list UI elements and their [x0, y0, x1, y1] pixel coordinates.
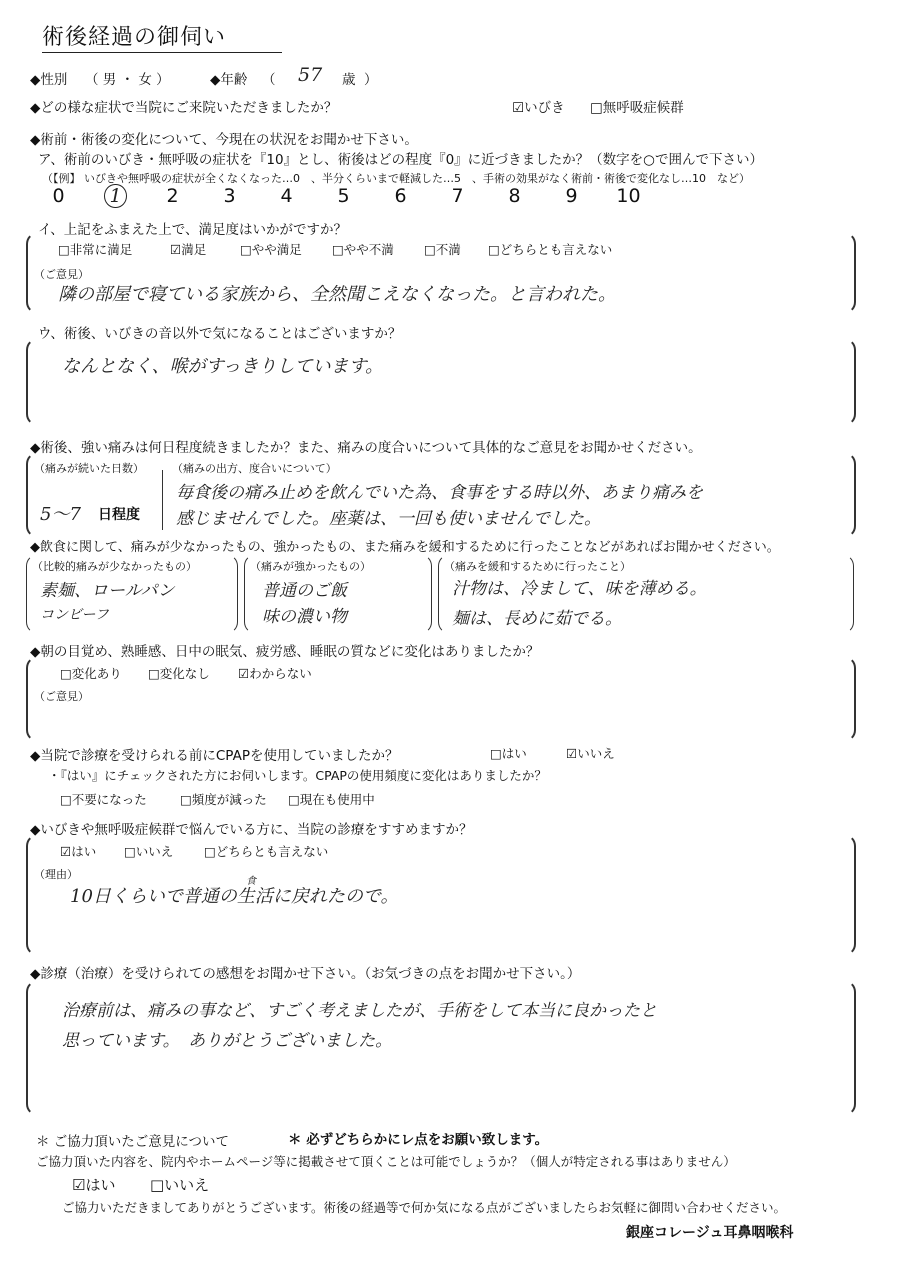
page-title: 術後経過の御伺い [42, 25, 227, 50]
q4-col3-label: （痛みを緩和するために行ったこと） [444, 560, 631, 573]
q7-text: ◆いびきや無呼吸症候群で悩んでいる方に、当院の診療をすすめますか？ [30, 822, 473, 838]
q7-option-no[interactable]: □いいえ [124, 844, 174, 859]
q4-text: ◆飲食に関して、痛みが少なかったもの、強かったもの、また痛みを緩和するために行ったことなどがあればお聞かせください。 [30, 540, 780, 555]
q1-option-snoring[interactable]: ☑いびき [512, 100, 565, 116]
footer-note-left: ＊ ご協力頂いたご意見について [36, 1134, 230, 1150]
age-label: ◆年齢 [210, 72, 248, 88]
footer-note-right: ＊ 必ずどちらかにレ点をお願い致します。 [288, 1132, 549, 1148]
age-unit: 歳 [342, 72, 356, 88]
q7-option-yes[interactable]: ☑はい [60, 844, 97, 859]
q1-option-apnea[interactable]: □無呼吸症候群 [590, 100, 684, 116]
satisfaction-option-neither[interactable]: □どちらとも言えない [488, 242, 613, 257]
q5-option-unchanged[interactable]: □変化なし [148, 666, 210, 681]
score-0[interactable]: 0 [52, 185, 65, 207]
q5-option-changed[interactable]: □変化あり [60, 666, 122, 681]
satisfaction-option-very[interactable]: □非常に満足 [58, 242, 133, 257]
footer-option-no[interactable]: □いいえ [150, 1176, 210, 1194]
q6-sub-option-unneeded[interactable]: □不要になった [60, 792, 147, 807]
score-8[interactable]: 8 [508, 185, 521, 207]
q8-line1[interactable]: 治療前は、痛みの事など、すごく考えましたが、手術をして本当に良かったと [62, 1001, 657, 1021]
q6-option-yes[interactable]: □はい [490, 746, 527, 761]
q4-col2-line1[interactable]: 普通のご飯 [262, 581, 347, 601]
score-1[interactable] [87, 184, 144, 208]
q3-pain-label: （痛みの出方、度合いについて） [172, 462, 337, 475]
q1-text: ◆どの様な症状で当院にご来院いただきましたか？ [30, 100, 338, 116]
q3-pain-line1[interactable]: 毎食後の痛み止めを飲んでいた為、食事をする時以外、あまり痛みを [176, 483, 703, 503]
q4-col2-label: （痛みが強かったもの） [250, 560, 371, 573]
score-9[interactable]: 9 [565, 185, 578, 207]
gender-value[interactable]: （ 男 ・ 女 ） [85, 72, 170, 88]
q6-sub-option-still[interactable]: □現在も使用中 [288, 792, 375, 807]
satisfaction-option-dissatisfied[interactable]: □不満 [424, 242, 461, 257]
score-10[interactable]: 10 [616, 185, 641, 207]
q5-option-unknown[interactable]: ☑わからない [238, 666, 312, 681]
q3-text: ◆術後、強い痛みは何日程度続きましたか？また、痛みの度合いについて具体的なご意見をお聞かせください。 [30, 440, 702, 456]
q3-days-unit: 日程度 [98, 507, 140, 523]
q4-col3-line1[interactable]: 汁物は、冷まして、味を薄める。 [452, 579, 707, 599]
q6-sub-option-reduced[interactable]: □頻度が減った [180, 792, 267, 807]
q8-text: ◆診療（治療）を受けられての感想をお聞かせ下さい。（お気づきの点をお聞かせ下さい。） [30, 966, 581, 982]
gender-label: ◆性別 [30, 72, 68, 88]
age-paren-close: ） [364, 72, 378, 88]
title-underline [42, 52, 282, 53]
footer-thanks: ご協力いただきましてありがとうございます。術後の経過等で何か気になる点がございましたらお気軽に御問い合わせください。 [62, 1200, 787, 1215]
q2-sub-a: ア、術前のいびき・無呼吸の症状を『10』とし、術後はどの程度『0』に近づきましたか？（数字を○で囲んで下さい） [38, 152, 763, 168]
q6-sub: ・『はい』にチェックされた方にお伺いします。CPAPの使用頻度に変化はありましたか？ [48, 768, 547, 783]
q7-reason-label: （理由） [34, 868, 78, 881]
score-7[interactable]: 7 [451, 185, 464, 207]
q2-opinion-text[interactable]: 隣の部屋で寝ている家族から、全然聞こえなくなった。と言われた。 [58, 284, 616, 305]
q6-option-no[interactable]: ☑いいえ [566, 746, 615, 761]
q3-days-label: （痛みが続いた日数） [34, 462, 144, 475]
q3-days-value[interactable]: 5〜7 [40, 504, 81, 525]
footer-question: ご協力頂いた内容を、院内やホームページ等に掲載させて頂くことは可能でしょうか？（個人が特定される事はありません） [36, 1154, 736, 1169]
score-2[interactable]: 2 [166, 185, 179, 207]
q4-col1-line2[interactable]: コンビーフ [40, 607, 109, 623]
clinic-name: 銀座コレージュ耳鼻咽喉科 [626, 1225, 794, 1241]
footer-option-yes[interactable]: ☑はい [72, 1176, 116, 1194]
q4-col3-line2[interactable]: 麺は、長めに茹でる。 [452, 609, 622, 629]
q4-col1-line1[interactable]: 素麺、ロールパン [40, 581, 175, 601]
satisfaction-option-somewhat[interactable]: □やや満足 [240, 242, 302, 257]
age-paren-open: （ [262, 72, 276, 88]
q2-opinion-label: （ご意見） [34, 268, 89, 281]
score-3[interactable]: 3 [223, 185, 236, 207]
q5-opinion-label: （ご意見） [34, 690, 89, 703]
q4-col1-label: （比較的痛みが少なかったもの） [32, 560, 197, 573]
q4-col2-line2[interactable]: 味の濃い物 [262, 607, 347, 627]
q6-text: ◆当院で診療を受けられる前にCPAPを使用していましたか？ [30, 748, 399, 764]
q7-reason-mark: 食 [246, 876, 256, 887]
q2-u-answer[interactable]: なんとなく、喉がすっきりしています。 [62, 356, 384, 377]
q5-text: ◆朝の目覚め、熟睡感、日中の眠気、疲労感、睡眠の質などに変化はありましたか？ [30, 644, 540, 660]
q3-divider [162, 470, 163, 530]
score-scale [30, 184, 657, 208]
q8-line2[interactable]: 思っています。 ありがとうございました。 [62, 1031, 393, 1051]
satisfaction-option-satisfied[interactable]: ☑満足 [170, 242, 207, 257]
q7-reason-text[interactable]: 10日くらいで普通の生活に戻れたので。 [70, 886, 399, 907]
age-value[interactable]: 57 [298, 64, 323, 86]
q2-sub-i: イ、上記をふまえた上で、満足度はいかがですか？ [38, 222, 348, 238]
q2-text: ◆術前・術後の変化について、今現在の状況をお聞かせ下さい。 [30, 132, 418, 148]
satisfaction-option-somewhat-dis[interactable]: □やや不満 [332, 242, 394, 257]
score-1-circled[interactable]: 1 [104, 184, 126, 208]
q2-example: （【例】 いびきや無呼吸の症状が全くなくなった…0 、半分くらいまで軽減した…5 、手術の効果がなく術前・術後で変化なし…10 など） [42, 172, 750, 185]
q2-sub-u: ウ、術後、いびきの音以外で気になることはございますか？ [38, 326, 402, 342]
score-6[interactable]: 6 [394, 185, 407, 207]
score-4[interactable]: 4 [280, 185, 293, 207]
q3-pain-line2[interactable]: 感じませんでした。座薬は、一回も使いませんでした。 [176, 509, 601, 529]
score-5[interactable]: 5 [337, 185, 350, 207]
q7-option-neither[interactable]: □どちらとも言えない [204, 844, 329, 859]
